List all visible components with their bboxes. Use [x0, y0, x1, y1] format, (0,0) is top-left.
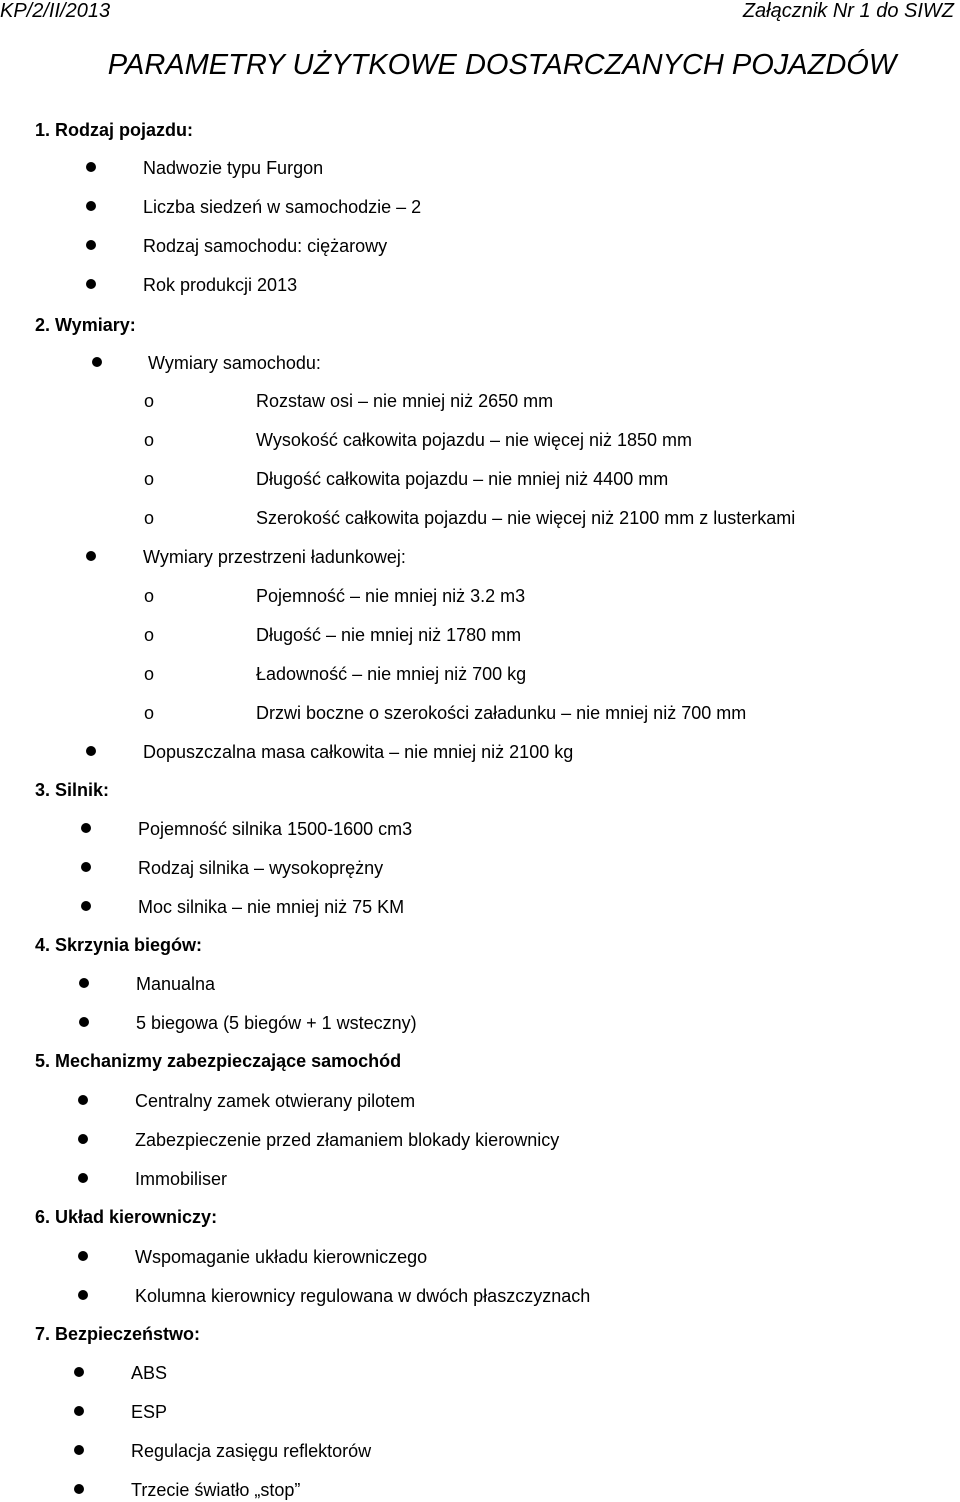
circle-marker-icon: o: [144, 664, 155, 684]
list-item: Wspomaganie układu kierowniczego: [135, 1247, 428, 1267]
circle-marker-icon: o: [144, 391, 155, 411]
bullet-icon: [86, 201, 96, 211]
list-item: Immobiliser: [135, 1169, 228, 1189]
list-item: 5 biegowa (5 biegów + 1 wsteczny): [136, 1013, 417, 1033]
list-item: Rok produkcji 2013: [143, 275, 298, 295]
bullet-icon: [86, 279, 96, 289]
section-heading: 2. Wymiary:: [35, 315, 136, 335]
bullet-icon: [78, 1095, 88, 1105]
bullet-icon: [74, 1484, 84, 1494]
bullet-icon: [86, 240, 96, 250]
list-item: Trzecie światło „stop”: [131, 1480, 301, 1500]
bullet-icon: [78, 1173, 88, 1183]
bullet-icon: [81, 823, 91, 833]
circle-marker-icon: o: [144, 508, 155, 528]
section-heading: 3. Silnik:: [35, 780, 110, 800]
attachment-label: Załącznik Nr 1 do SIWZ: [742, 0, 954, 22]
circle-marker-icon: o: [144, 586, 155, 606]
list-item: ESP: [131, 1402, 168, 1422]
bullet-icon: [74, 1445, 84, 1455]
bullet-icon: [92, 357, 102, 367]
section-heading: 6. Układ kierowniczy:: [35, 1207, 218, 1227]
bullet-icon: [74, 1367, 84, 1377]
bullet-icon: [86, 551, 96, 561]
section-heading: 5. Mechanizmy zabezpieczające samochód: [35, 1051, 402, 1071]
list-item: Dopuszczalna masa całkowita – nie mniej niż 2100 kg: [143, 742, 574, 762]
sub-list-item: Drzwi boczne o szerokości załadunku – nie mniej niż 700 mm: [256, 703, 747, 723]
bullet-icon: [78, 1290, 88, 1300]
list-item: Rodzaj silnika – wysokoprężny: [138, 858, 384, 878]
list-item: Pojemność silnika 1500-1600 cm3: [138, 819, 413, 839]
sub-list-item: Pojemność – nie mniej niż 3.2 m3: [256, 586, 526, 606]
bullet-icon: [79, 1017, 89, 1027]
circle-marker-icon: o: [144, 625, 155, 645]
list-item: Liczba siedzeń w samochodzie – 2: [143, 197, 422, 217]
circle-marker-icon: o: [144, 430, 155, 450]
circle-marker-icon: o: [144, 703, 155, 723]
bullet-icon: [86, 162, 96, 172]
bullet-icon: [86, 746, 96, 756]
bullet-icon: [78, 1251, 88, 1261]
bullet-icon: [74, 1406, 84, 1416]
group-label: Wymiary samochodu:: [148, 353, 321, 373]
section-heading: 4. Skrzynia biegów:: [35, 935, 203, 955]
sub-list-item: Wysokość całkowita pojazdu – nie więcej niż 1850 mm: [256, 430, 693, 450]
list-item: Regulacja zasięgu reflektorów: [131, 1441, 372, 1461]
document-title: PARAMETRY UŻYTKOWE DOSTARCZANYCH POJAZDÓW: [107, 49, 897, 81]
section-heading: 7. Bezpieczeństwo:: [35, 1324, 201, 1344]
group-label: Wymiary przestrzeni ładunkowej:: [143, 547, 406, 567]
list-item: Manualna: [136, 974, 216, 994]
sub-list-item: Długość – nie mniej niż 1780 mm: [256, 625, 522, 645]
section-heading: 1. Rodzaj pojazdu:: [35, 120, 194, 140]
bullet-icon: [81, 862, 91, 872]
circle-marker-icon: o: [144, 469, 155, 489]
list-item: Zabezpieczenie przed złamaniem blokady kierownicy: [135, 1130, 560, 1150]
list-item: Rodzaj samochodu: ciężarowy: [143, 236, 388, 256]
bullet-icon: [81, 901, 91, 911]
bullet-icon: [79, 978, 89, 988]
document-reference: KP/2/II/2013: [0, 0, 111, 22]
sub-list-item: Ładowność – nie mniej niż 700 kg: [256, 664, 527, 684]
list-item: Nadwozie typu Furgon: [143, 158, 324, 178]
sub-list-item: Szerokość całkowita pojazdu – nie więcej niż 2100 mm z lusterkami: [256, 508, 796, 528]
list-item: Kolumna kierownicy regulowana w dwóch płaszczyznach: [135, 1286, 591, 1306]
list-item: Centralny zamek otwierany pilotem: [135, 1091, 416, 1111]
sub-list-item: Rozstaw osi – nie mniej niż 2650 mm: [256, 391, 554, 411]
list-item: ABS: [131, 1363, 168, 1383]
list-item: Moc silnika – nie mniej niż 75 KM: [138, 897, 405, 917]
bullet-icon: [78, 1134, 88, 1144]
sub-list-item: Długość całkowita pojazdu – nie mniej niż 4400 mm: [256, 469, 669, 489]
